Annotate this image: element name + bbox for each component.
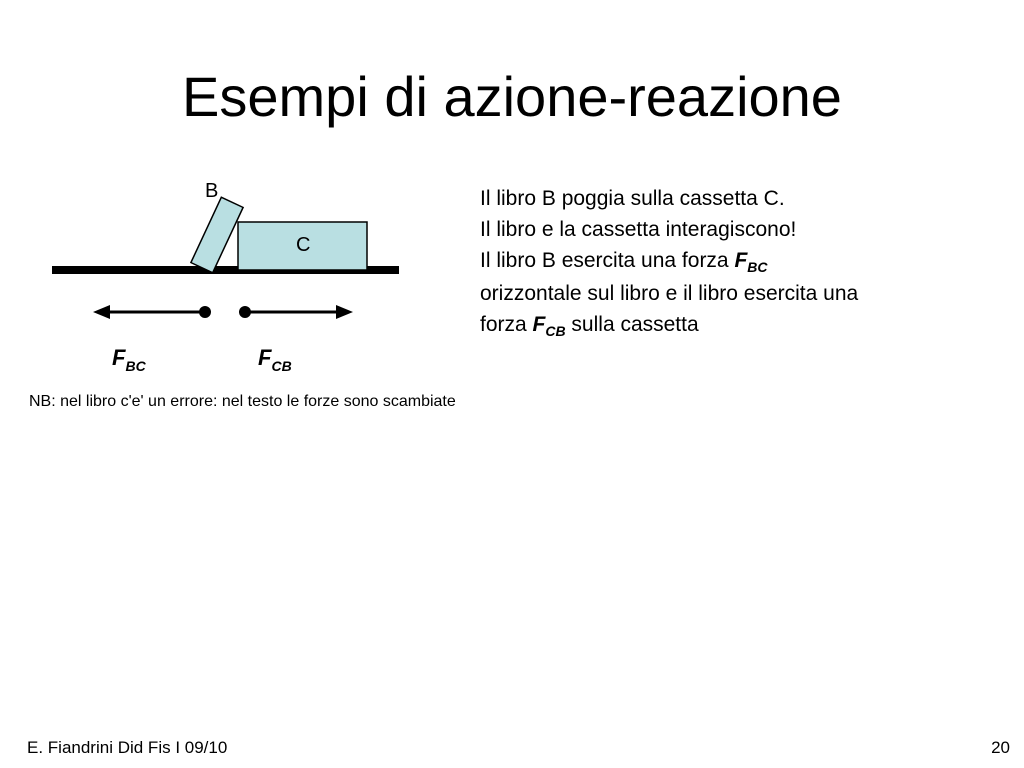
slide-title: Esempi di azione-reazione <box>182 65 842 128</box>
force-symbol: F <box>532 313 546 336</box>
description-text <box>480 183 980 342</box>
force-symbol-inline <box>532 313 566 339</box>
description-line: orizzontale sul libro e il libro esercita una <box>480 282 859 305</box>
force-label-bc <box>112 346 146 372</box>
force-symbol-inline <box>734 249 768 275</box>
force-subscript: CB <box>545 323 566 339</box>
footer-credit: E. Fiandrini Did Fis I 09/10 <box>27 738 228 757</box>
page-number: 20 <box>991 738 1010 757</box>
errata-note: NB: nel libro c'e' un errore: nel testo le forze sono scambiate <box>29 393 456 410</box>
force-symbol: F <box>258 345 272 370</box>
force-symbol: F <box>734 249 748 272</box>
description-line <box>480 245 980 278</box>
force-subscript: BC <box>747 259 768 275</box>
description-line: Il libro e la cassetta interagiscono! <box>480 218 797 241</box>
book-b <box>191 197 243 272</box>
description-line <box>480 309 980 342</box>
force-subscript: CB <box>271 358 292 374</box>
force-label-cb <box>258 346 292 372</box>
force-arrow-right <box>239 305 353 319</box>
force-subscript: BC <box>125 358 146 374</box>
box-label: C <box>296 234 311 256</box>
force-arrow-left <box>93 305 211 319</box>
book-label: B <box>205 180 219 202</box>
description-text-part: sulla cassetta <box>565 313 699 336</box>
description-text-part: Il libro B esercita una forza <box>480 249 735 272</box>
description-text-part: forza <box>480 313 533 336</box>
force-symbol: F <box>112 345 126 370</box>
description-line: Il libro B poggia sulla cassetta C. <box>480 187 785 210</box>
